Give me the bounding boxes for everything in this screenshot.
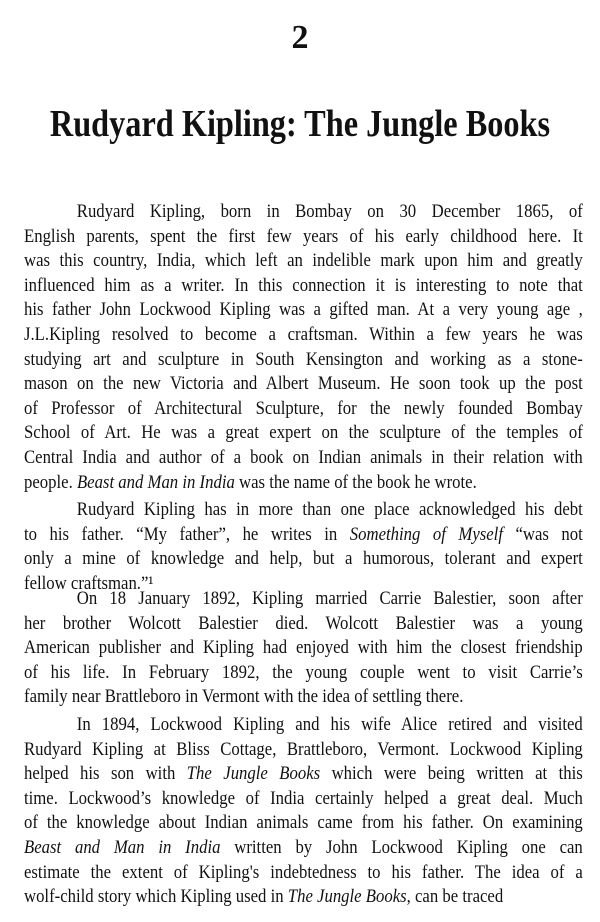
body-text: written by John Lockwood Kipling one can bbox=[220, 836, 583, 858]
body-text: English parents, spent the first few years of his early childhood here. It bbox=[24, 225, 583, 247]
body-text: Rudyard Kipling at Bliss Cottage, Brattleboro, Vermont. Lockwood Kipling bbox=[24, 738, 583, 760]
text-line bbox=[24, 225, 583, 250]
text-line bbox=[24, 811, 583, 836]
text-line bbox=[24, 885, 583, 910]
text-line bbox=[24, 612, 583, 637]
body-text: In 1894, Lockwood Kipling and his wife Alice retired and visited bbox=[76, 714, 583, 735]
text-line bbox=[24, 762, 583, 787]
text-line bbox=[24, 738, 583, 763]
body-text: helped his son with bbox=[24, 763, 187, 785]
body-text: estimate the extent of Kipling's indebtedness to his father. The idea of a bbox=[24, 861, 583, 883]
body-text: fellow craftsman.”¹ bbox=[24, 572, 154, 594]
text-line bbox=[24, 274, 583, 299]
body-text: of his life. In February 1892, the young couple went to visit Carrie’s bbox=[24, 661, 583, 683]
body-text: to his father. “My father”, he writes in bbox=[24, 523, 350, 545]
body-text: Rudyard Kipling has in more than one place acknowledged his debt bbox=[76, 499, 583, 520]
paragraph bbox=[24, 498, 583, 596]
body-text: time. Lockwood’s knowledge of India certainly helped a great deal. Much bbox=[24, 787, 583, 809]
body-text: Rudyard Kipling, born in Bombay on 30 December 1865, of bbox=[76, 201, 583, 222]
text-line bbox=[24, 498, 583, 523]
body-text: was the name of the book he wrote. bbox=[234, 471, 477, 493]
text-line bbox=[24, 397, 583, 422]
text-line bbox=[24, 713, 583, 738]
text-line bbox=[24, 446, 583, 471]
body-text: people. bbox=[24, 471, 77, 493]
text-line bbox=[24, 547, 583, 572]
text-line bbox=[24, 298, 583, 323]
text-line bbox=[24, 836, 583, 861]
body-text: influenced him as a writer. In this connection it is interesting to note that bbox=[24, 274, 583, 296]
body-text: was this country, India, which left an indelible mark upon him and greatly bbox=[24, 250, 583, 272]
text-line bbox=[24, 323, 583, 348]
body-text: her brother Wolcott Balestier died. Wolcott Balestier was a young bbox=[24, 612, 583, 634]
text-line bbox=[24, 249, 583, 274]
text-line bbox=[24, 636, 583, 661]
body-text: “was not bbox=[502, 523, 583, 545]
text-line bbox=[24, 421, 583, 446]
body-text: American publisher and Kipling had enjoyed with him the closest friendship bbox=[24, 637, 583, 659]
body-text: which were being written at this bbox=[320, 763, 583, 785]
body-text: School of Art. He was a great expert on the sculpture of the temples of bbox=[24, 422, 583, 444]
italic-title-text: The Jungle Books bbox=[186, 763, 321, 785]
body-text: mason on the new Victoria and Albert Museum. He soon took up the post bbox=[24, 373, 583, 395]
text-line bbox=[24, 372, 583, 397]
paragraph bbox=[24, 713, 583, 910]
body-text: family near Brattleboro in Vermont with the idea of settling there. bbox=[24, 686, 464, 708]
chapter-title: Rudyard Kipling: The Jungle Books bbox=[49, 103, 551, 145]
text-line bbox=[24, 685, 583, 710]
text-line bbox=[24, 348, 583, 373]
body-text: studying art and sculpture in South Kensington and working as a stone- bbox=[24, 348, 583, 370]
body-text: of the knowledge about Indian animals came from his father. On examining bbox=[24, 812, 583, 834]
body-text: only a mine of knowledge and help, but a humorous, tolerant and expert bbox=[24, 548, 583, 570]
body-text: , can be traced bbox=[406, 886, 504, 908]
body-text: of Professor of Architectural Sculpture, for the newly founded Bombay bbox=[24, 397, 583, 419]
body-text: wolf-child story which Kipling used in bbox=[24, 886, 288, 908]
body-text: J.L.Kipling resolved to become a craftsman. Within a few years he was bbox=[24, 323, 583, 345]
paragraph bbox=[24, 200, 583, 495]
italic-title-text: The Jungle Books bbox=[287, 886, 407, 908]
text-line bbox=[24, 471, 583, 496]
text-line bbox=[24, 661, 583, 686]
paragraph bbox=[24, 587, 583, 710]
text-line bbox=[24, 200, 583, 225]
body-text: Central India and author of a book on Indian animals in their relation with bbox=[24, 446, 583, 468]
chapter-number: 2 bbox=[291, 19, 309, 56]
text-line bbox=[24, 587, 583, 612]
body-text: On 18 January 1892, Kipling married Carrie Balestier, soon after bbox=[76, 588, 583, 609]
body-text: his father John Lockwood Kipling was a gifted man. At a very young age , bbox=[24, 299, 583, 321]
text-line bbox=[24, 787, 583, 812]
text-line bbox=[24, 523, 583, 548]
italic-title-text: Beast and Man in India bbox=[76, 471, 235, 493]
text-line bbox=[24, 861, 583, 886]
italic-title-text: Beast and Man in India bbox=[24, 836, 221, 858]
italic-title-text: Something of Myself bbox=[349, 523, 503, 545]
